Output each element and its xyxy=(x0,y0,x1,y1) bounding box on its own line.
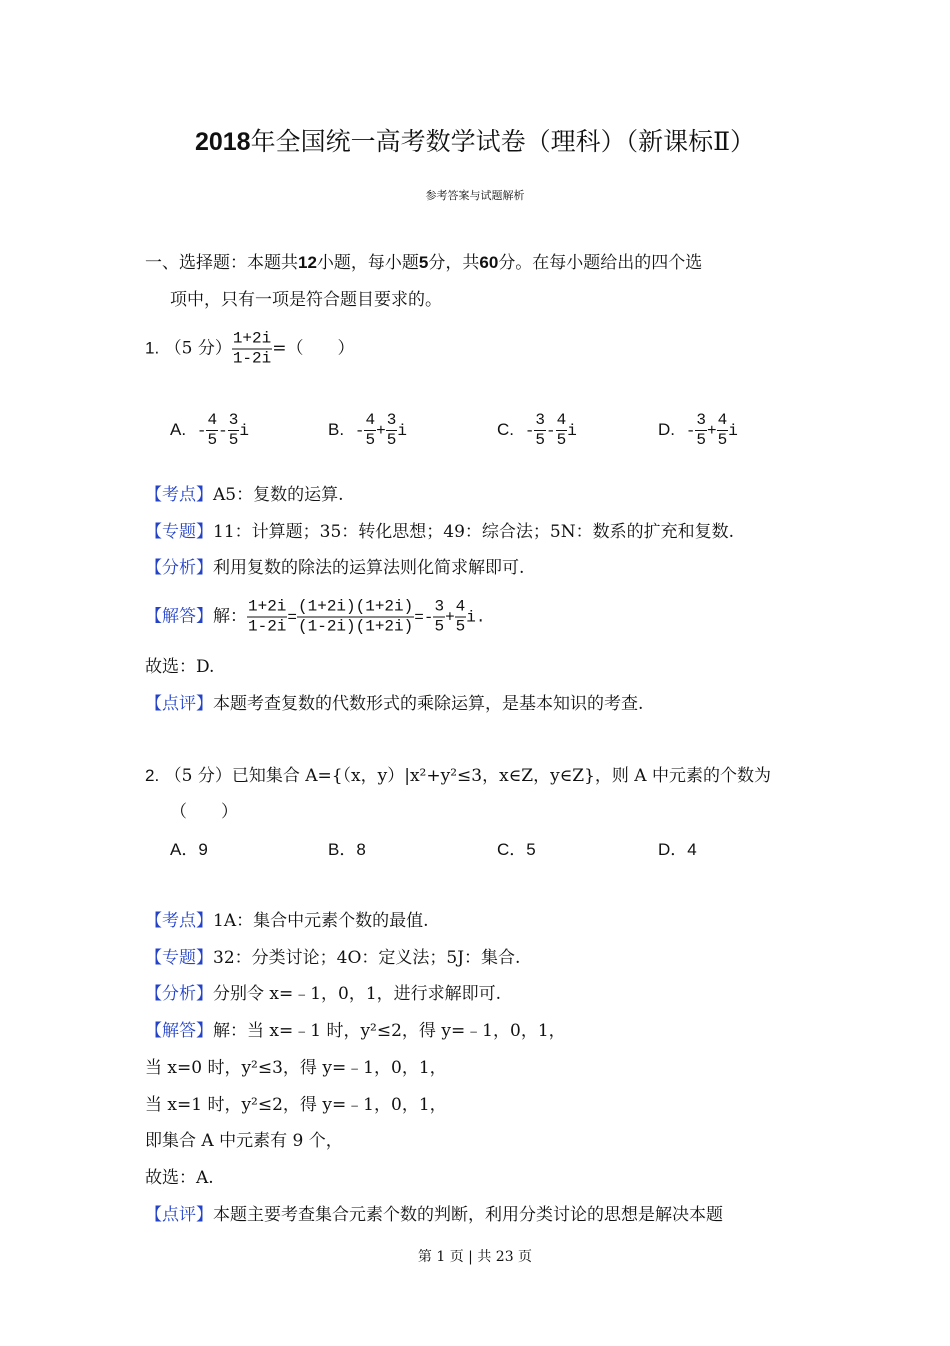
q2-line: 当 x=0 时，y²≤3，得 y=﹣1，0，1， xyxy=(145,1058,447,1078)
option-d[interactable]: D．4 xyxy=(658,840,697,859)
option-c[interactable]: C. - $\frac{3}{5}$ - $\frac{4}{5}$ i xyxy=(497,411,577,449)
q2-dianping: 【点评】本题主要考查集合元素个数的判断，利用分类讨论的思想是解决本题 xyxy=(145,1205,723,1225)
option-a[interactable]: A. - $\frac{4}{5}$ - $\frac{3}{5}$ i xyxy=(170,411,249,449)
question-1: 1. （5 分） $\frac{1+2i}{1-2i}$ =（ ） xyxy=(145,329,355,368)
q1-jieda: 【解答】解： $\frac{1+2i}{1-2i}$ = $\frac{(1+2i)(1+2i)}{(1-2i)(1+2i)}$ =- $\frac{3}{5}$ + $\frac{4}{5}$ i. xyxy=(145,597,486,636)
section-heading: 一、选择题：本题共12小题，每小题5分，共60分。在每小题给出的四个选 xyxy=(145,253,703,273)
option-b[interactable]: B. - $\frac{4}{5}$ + $\frac{3}{5}$ i xyxy=(328,411,407,449)
option-d[interactable]: D. - $\frac{3}{5}$ + $\frac{4}{5}$ i xyxy=(658,411,738,449)
q1-kaodian: 【考点】A5：复数的运算. xyxy=(145,485,344,505)
page-footer: 第 1 页 | 共 23 页 xyxy=(417,1249,533,1265)
option-b[interactable]: B．8 xyxy=(328,840,366,859)
q1-dianping: 【点评】本题考查复数的代数形式的乘除运算，是基本知识的考查. xyxy=(145,694,644,714)
section-heading-cont: 项中，只有一项是符合题目要求的。 xyxy=(170,290,442,310)
option-a[interactable]: A．9 xyxy=(170,840,208,859)
page-title: 2018年全国统一高考数学试卷（理科）（新课标Ⅱ） xyxy=(194,127,756,156)
q1-zhuanti: 【专题】11：计算题；35：转化思想；49：综合法；5N：数系的扩充和复数. xyxy=(145,522,734,542)
q2-line: 当 x=1 时，y²≤2，得 y=﹣1，0，1， xyxy=(145,1095,447,1115)
q2-kaodian: 【考点】1A：集合中元素个数的最值. xyxy=(145,911,429,931)
q2-zhuanti: 【专题】32：分类讨论；4O：定义法；5J：集合. xyxy=(145,948,521,968)
q1-fenxi: 【分析】利用复数的除法的运算法则化简求解即可. xyxy=(145,558,525,578)
question-2: 2. （5 分）已知集合 A={（x，y）|x²+y²≤3，x∈Z，y∈Z}，则 A 中元素的个数为 xyxy=(145,766,771,786)
q2-fenxi: 【分析】分别令 x=﹣1，0，1，进行求解即可. xyxy=(145,984,502,1004)
q1-answer: 故选：D. xyxy=(145,657,215,677)
option-c[interactable]: C．5 xyxy=(497,840,536,859)
q2-jieda: 【解答】解：当 x=﹣1 时，y²≤2，得 y=﹣1，0，1， xyxy=(145,1021,566,1041)
q2-line: 即集合 A 中元素有 9 个， xyxy=(145,1131,343,1151)
page-subtitle: 参考答案与试题解析 xyxy=(425,189,525,202)
question-2-cont: （ ） xyxy=(170,802,238,822)
q2-answer: 故选：A. xyxy=(145,1168,214,1188)
